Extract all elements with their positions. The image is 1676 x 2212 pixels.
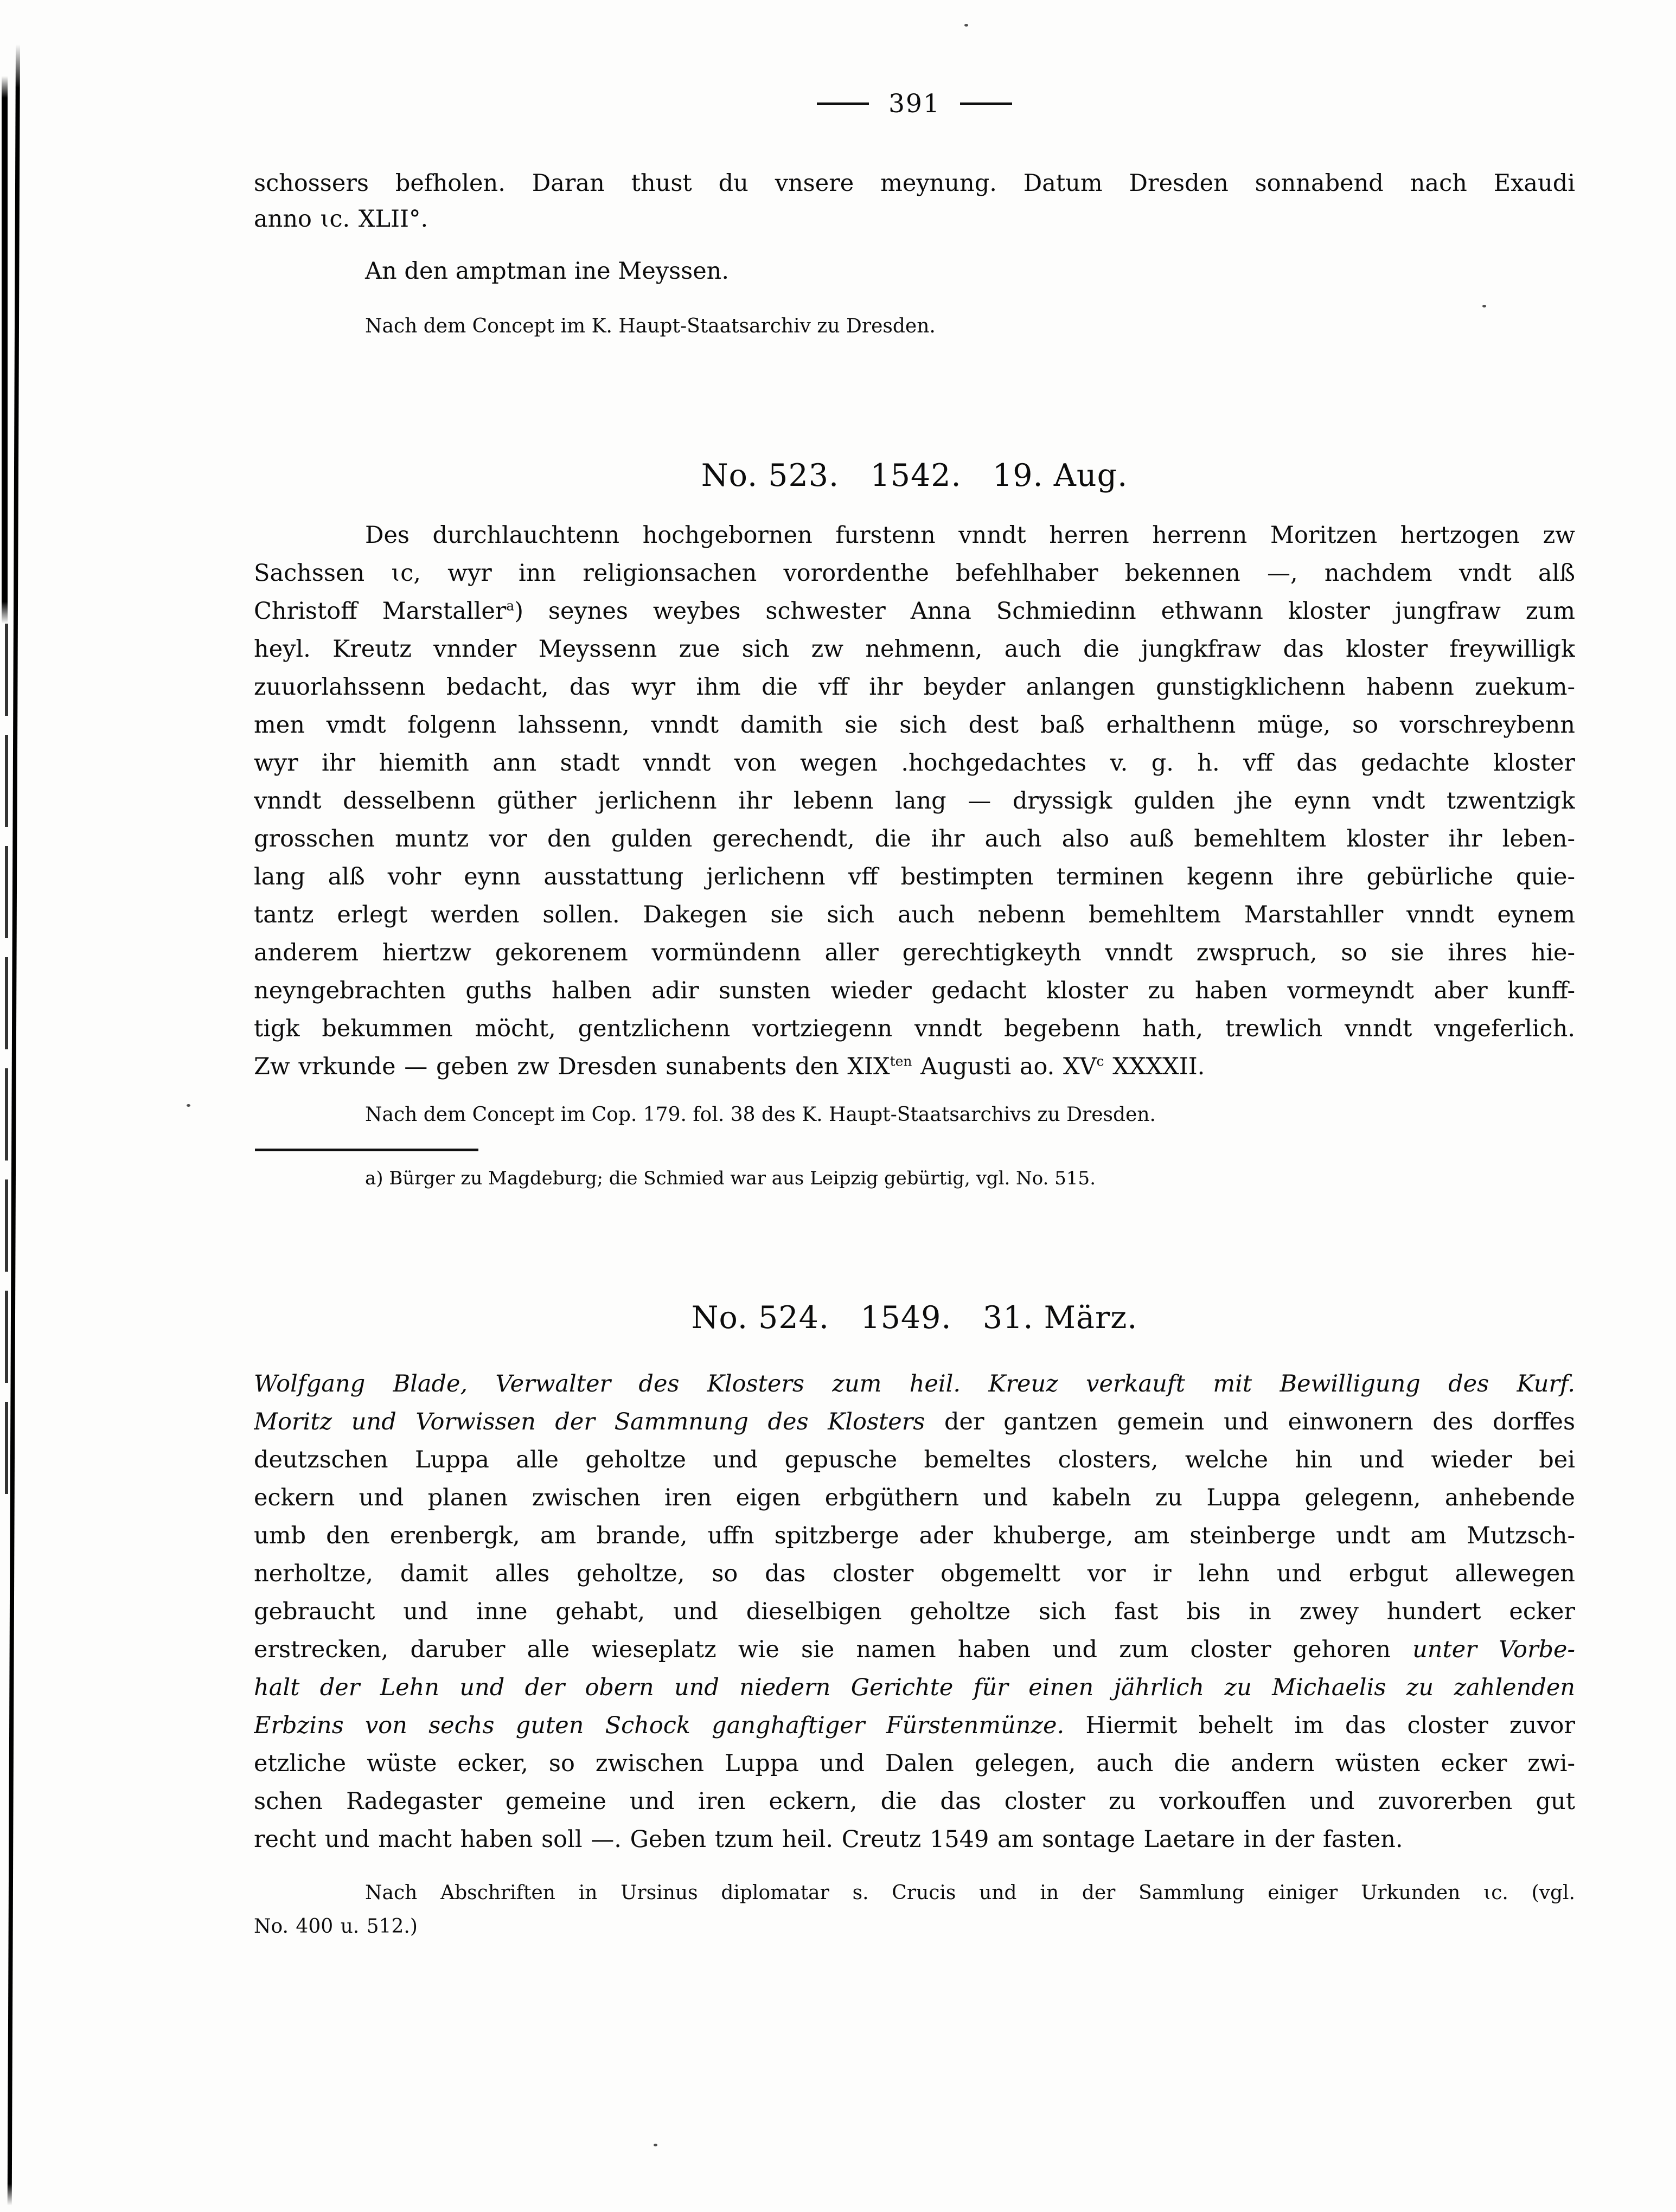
text-block [254,0,1575,2212]
text-line: zuuorlahssenn bedacht, das wyr ihm die vff ihr beyder anlangen gunstigklichenn habenn zuekum- [254,674,1575,701]
text-line: lang alß vohr eynn ausstattung jerlichenn vff bestimpten terminen kegenn ihre gebürliche quie- [254,863,1575,890]
intro-paragraph [254,165,1575,237]
text-line: grosschen muntz vor den gulden gerechendt, die ihr auch also auß bemehltem kloster ihr leben- [254,825,1575,852]
address-line: An den amptman ine Meyssen. [365,258,730,285]
text-line: Nach Abschriften in Ursinus diplomatar s. Crucis und in der Sammlung einiger Urkunden ɩc. (vgl. [365,1882,1575,1904]
text-line: wyr ihr hiemith ann stadt vnndt von wegen .hochgedachtes v. g. h. vff das gedachte kloster [254,749,1575,777]
text-line: Des durchlauchtenn hochgebornen furstenn vnndt herren herrenn Moritzen hertzogen zw [365,522,1575,549]
text-line: Wolfgang Blade, Verwalter des Klosters zum heil. Kreuz verkauft mit Bewilligung des Kurf. [254,1370,1575,1397]
text-line: Erbzins von sechs guten Schock ganghaftiger Fürstenmünze. Hiermit behelt im das closter zuvor [254,1712,1575,1739]
text-line: umb den erenbergk, am brande, uffn spitzberge ader khuberge, am steinberge undt am Mutzsch- [254,1522,1575,1549]
text-line: erstrecken, daruber alle wieseplatz wie sie namen haben und zum closter gehoren unter Vorbe- [254,1636,1575,1663]
text-line: tigk bekummen möcht, gentzlichenn vortziegenn vnndt begebenn hath, trewlich vnndt vngeferlich. [254,1015,1575,1042]
text-line: deutzschen Luppa alle geholtze und gepusche bemeltes closters, welche hin und wieder bei [254,1446,1575,1473]
text-line: halt der Lehn und der obern und niedern Gerichte für einen jährlich zu Michaelis zu zahlenden [254,1674,1575,1701]
text-line: eckern und planen zwischen iren eigen erbgüthern und kabeln zu Luppa gelegenn, anhebende [254,1484,1575,1511]
text-line: gebraucht und inne gehabt, und dieselbigen geholtze sich fast bis in zwey hundert ecker [254,1598,1575,1625]
ink-speck [187,1104,190,1107]
entry-524-body [254,1365,1575,1858]
entry-524-source-note [254,1876,1575,1944]
text-line: Moritz und Vorwissen der Sammnung des Klosters der gantzen gemein und einwonern des dorffes [254,1408,1575,1435]
text-line: schen Radegaster gemeine und iren eckern, die das closter zu vorkouffen und zuvorerben gut [254,1788,1575,1815]
text-line: Zw vrkunde — geben zw Dresden sunabents den $XIX^{ten}$ Augusti ao. $XV^c$ XXXXII. [254,1053,1205,1080]
text-line: etzliche wüste ecker, so zwischen Luppa und Dalen gelegen, auch die andern wüsten ecker zwi- [254,1750,1575,1777]
text-line: vnndt desselbenn güther jerlichenn ihr lebenn lang — dryssigk gulden jhe eynn vndt tzwentzigk [254,787,1575,815]
page-number-rule-right [960,102,1012,105]
page-number-rule-left [817,102,869,105]
entry-523-source-note: Nach dem Concept im Cop. 179. fol. 38 des K. Haupt-Staatsarchivs zu Dresden. [365,1104,1156,1126]
scan-artifact-binding-streak [2,76,8,624]
text-line: tantz erlegt werden sollen. Dakegen sie sich auch nebenn bemehltem Marstahller vnndt eynem [254,901,1575,928]
page-number: 391 [888,89,941,119]
text-line: recht und macht haben soll —. Geben tzum heil. Creutz 1549 am sontage Laetare in der fasten. [254,1826,1403,1853]
entry-524-heading: No. 524. 1549. 31. März. [691,1300,1138,1336]
text-line: schossers befholen. Daran thust du vnsere meynung. Datum Dresden sonnabend nach Exaudi [254,170,1575,197]
entry-523-heading: No. 523. 1542. 19. Aug. [701,458,1128,493]
scan-artifact-binding-streak [8,44,20,2205]
scan-artifact-binding-streak [5,624,8,1513]
text-line: heyl. Kreutz vnnder Meyssenn zue sich zw nehmenn, auch die jungkfraw das kloster freywilligk [254,636,1575,663]
text-line: neyngebrachten guths halben adir sunsten wieder gedacht kloster zu haben vormeyndt aber kunff- [254,977,1575,1004]
text-line: men vmdt folgenn lahssenn, vnndt damith sie sich dest baß erhalthenn müge, so vorschreybenn [254,711,1575,739]
footnote-a: a) Bürger zu Magdeburg; die Schmied war aus Leipzig gebürtig, vgl. No. 515. [365,1168,1096,1189]
text-line: nerholtze, damit alles geholtze, so das closter obgemeltt vor ir lehn und erbgut allewegen [254,1560,1575,1587]
page-header [254,91,1575,117]
text-line: No. 400 u. 512.) [254,1915,418,1938]
text-line: anno ɩc. XLII°. [254,206,428,233]
footnote-separator-rule [255,1149,478,1151]
text-line: Sachssen ɩc, wyr inn religionsachen vorordenthe befehlhaber bekennen —, nachdem vndt alß [254,560,1575,587]
entry-523-body [254,516,1575,1086]
text-line: anderem hiertzw gekorenem vormündenn aller gerechtigkeyth vnndt zwspruch, so sie ihres hie- [254,939,1575,966]
intro-source-note: Nach dem Concept im K. Haupt-Staatsarchiv zu Dresden. [365,315,936,337]
text-line: Christoff Marstaller$^a$) seynes weybes schwester Anna Schmiedinn ethwann kloster jungfraw zum [254,598,1575,625]
